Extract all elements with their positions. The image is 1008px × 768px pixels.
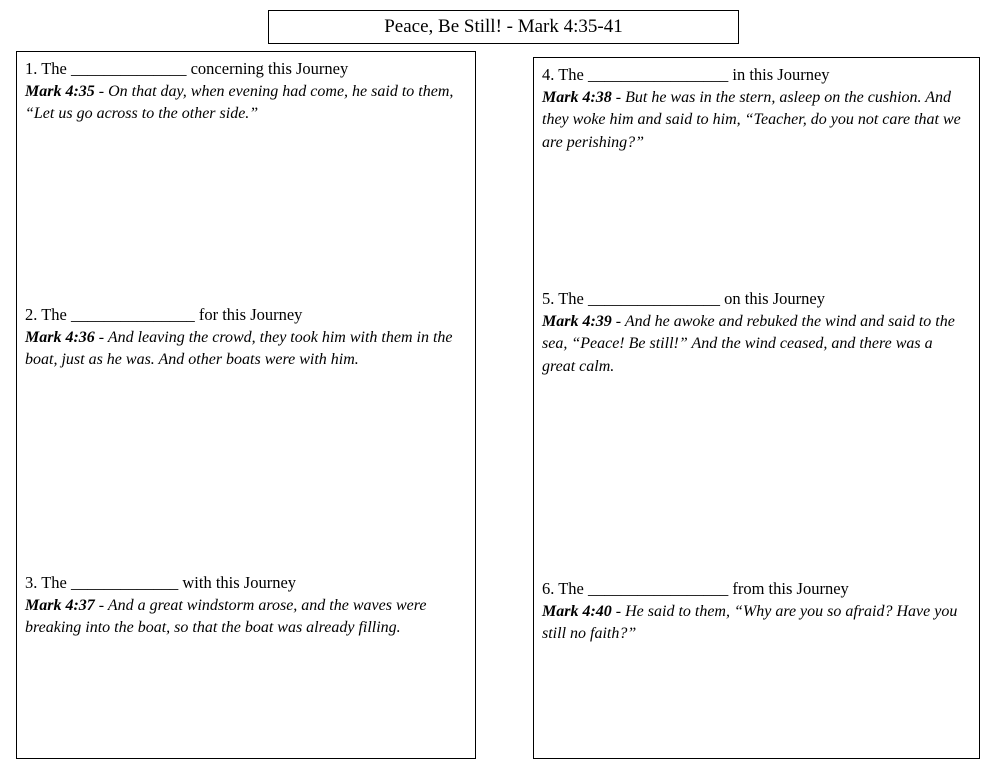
verse-text bbox=[542, 311, 969, 379]
verse-body: - And leaving the crowd, they took him with them in the boat, just as he was. And other boats were with him. bbox=[25, 328, 453, 368]
title-text: Peace, Be Still! - Mark 4:35-41 bbox=[384, 16, 623, 37]
verse-body: - And he awoke and rebuked the wind and said to the sea, “Peace! Be still!” And the wind ceased, and there was a great calm. bbox=[542, 312, 955, 375]
heading-suffix: for this Journey bbox=[198, 305, 303, 324]
verse-reference: Mark 4:36 bbox=[25, 328, 95, 346]
fill-in-blank: _________________ bbox=[587, 65, 729, 84]
section-1 bbox=[25, 58, 465, 126]
verse-reference: Mark 4:40 bbox=[542, 602, 612, 620]
verse-text bbox=[25, 81, 465, 126]
fill-in-blank: _____________ bbox=[70, 573, 179, 592]
verse-reference: Mark 4:35 bbox=[25, 82, 95, 100]
section-heading bbox=[25, 572, 465, 595]
page-title bbox=[268, 10, 739, 44]
heading-prefix: 5. The bbox=[542, 289, 584, 308]
section-heading bbox=[25, 304, 465, 327]
verse-body: - On that day, when evening had come, he said to them, “Let us go across to the other side.” bbox=[25, 82, 454, 122]
section-6 bbox=[542, 578, 969, 646]
section-heading bbox=[25, 58, 465, 81]
heading-prefix: 4. The bbox=[542, 65, 584, 84]
heading-prefix: 1. The bbox=[25, 59, 67, 78]
heading-suffix: from this Journey bbox=[732, 579, 849, 598]
heading-suffix: on this Journey bbox=[724, 289, 825, 308]
fill-in-blank: _________________ bbox=[587, 579, 729, 598]
verse-text bbox=[25, 327, 465, 372]
verse-reference: Mark 4:38 bbox=[542, 88, 612, 106]
section-4 bbox=[542, 64, 969, 154]
section-3 bbox=[25, 572, 465, 640]
heading-prefix: 3. The bbox=[25, 573, 67, 592]
fill-in-blank: ______________ bbox=[70, 59, 187, 78]
section-heading bbox=[542, 578, 969, 601]
verse-body: - He said to them, “Why are you so afraid? Have you still no faith?” bbox=[542, 602, 958, 642]
heading-prefix: 2. The bbox=[25, 305, 67, 324]
heading-suffix: in this Journey bbox=[732, 65, 830, 84]
verse-text bbox=[542, 87, 969, 155]
fill-in-blank: ________________ bbox=[587, 289, 720, 308]
right-panel bbox=[533, 57, 980, 759]
heading-suffix: with this Journey bbox=[182, 573, 297, 592]
verse-reference: Mark 4:39 bbox=[542, 312, 612, 330]
left-panel bbox=[16, 51, 476, 759]
section-5 bbox=[542, 288, 969, 378]
verse-text bbox=[542, 601, 969, 646]
fill-in-blank: _______________ bbox=[70, 305, 195, 324]
heading-suffix: concerning this Journey bbox=[190, 59, 349, 78]
verse-body: - And a great windstorm arose, and the waves were breaking into the boat, so that the boat was already filling. bbox=[25, 596, 427, 636]
section-heading bbox=[542, 64, 969, 87]
section-2 bbox=[25, 304, 465, 372]
verse-body: - But he was in the stern, asleep on the cushion. And they woke him and said to him, “Teacher, do you not care that we are perishing?” bbox=[542, 88, 961, 151]
heading-prefix: 6. The bbox=[542, 579, 584, 598]
section-heading bbox=[542, 288, 969, 311]
verse-text bbox=[25, 595, 465, 640]
verse-reference: Mark 4:37 bbox=[25, 596, 95, 614]
